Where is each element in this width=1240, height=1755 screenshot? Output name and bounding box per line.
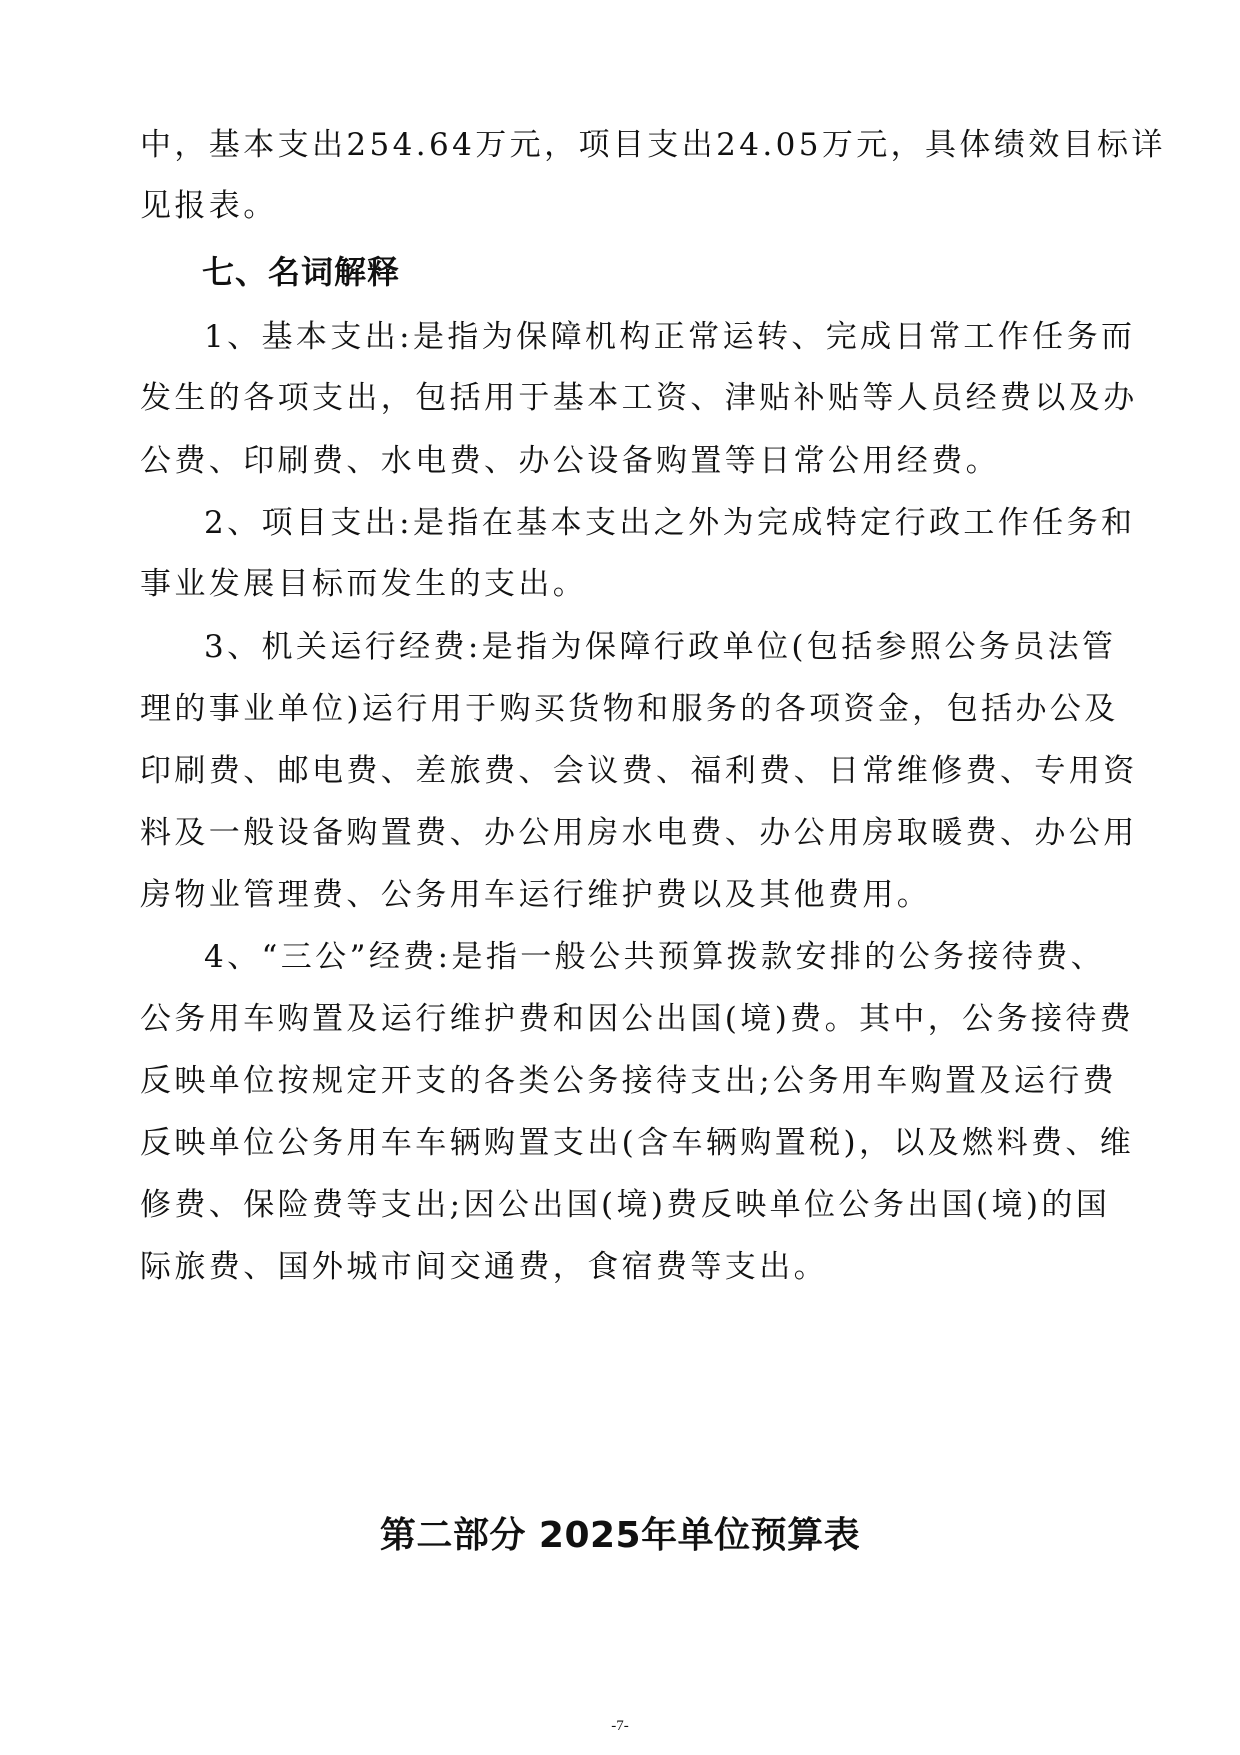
definition-4-line-3: 反映单位按规定开支的各类公务接待支出;公务用车购置及运行费	[140, 1063, 1118, 1099]
definition-2-line-1: 2、项目支出:是指在基本支出之外为完成特定行政工作任务和	[204, 505, 1136, 541]
definition-3-line-1: 3、机关运行经费:是指为保障行政单位(包括参照公务员法管	[204, 629, 1117, 665]
definition-3-line-4: 料及一般设备购置费、办公用房水电费、办公用房取暖费、办公用	[140, 815, 1138, 851]
definition-4-line-5: 修费、保险费等支出;因公出国(境)费反映单位公务出国(境)的国	[140, 1187, 1111, 1223]
definition-2-line-2: 事业发展目标而发生的支出。	[140, 566, 588, 602]
intro-line-2: 见报表。	[140, 188, 278, 224]
definition-1-line-3: 公费、印刷费、水电费、办公设备购置等日常公用经费。	[140, 443, 1000, 479]
definition-4-line-4: 反映单位公务用车车辆购置支出(含车辆购置税)，以及燃料费、维	[140, 1125, 1135, 1161]
definition-1-line-2: 发生的各项支出，包括用于基本工资、津贴补贴等人员经费以及办	[140, 380, 1138, 416]
page-number: -7-	[611, 1718, 629, 1734]
definition-3-line-3: 印刷费、邮电费、差旅费、会议费、福利费、日常维修费、专用资	[140, 753, 1138, 789]
intro-line-1: 中，基本支出254.64万元，项目支出24.05万元，具体绩效目标详	[140, 127, 1166, 163]
definition-3-line-5: 房物业管理费、公务用车运行维护费以及其他费用。	[140, 877, 932, 913]
definition-4-line-1: 4、“三公”经费:是指一般公共预算拨款安排的公务接待费、	[204, 939, 1106, 975]
section-heading: 七、名词解释	[202, 253, 401, 291]
definition-1-line-1: 1、基本支出:是指为保障机构正常运转、完成日常工作任务而	[204, 319, 1136, 355]
definition-4-line-2: 公务用车购置及运行维护费和因公出国(境)费。其中，公务接待费	[140, 1001, 1135, 1037]
definition-3-line-2: 理的事业单位)运行用于购买货物和服务的各项资金，包括办公及	[140, 691, 1119, 727]
definition-4-line-6: 际旅费、国外城市间交通费，食宿费等支出。	[140, 1249, 828, 1285]
part-title: 第二部分 2025年单位预算表	[379, 1515, 861, 1556]
